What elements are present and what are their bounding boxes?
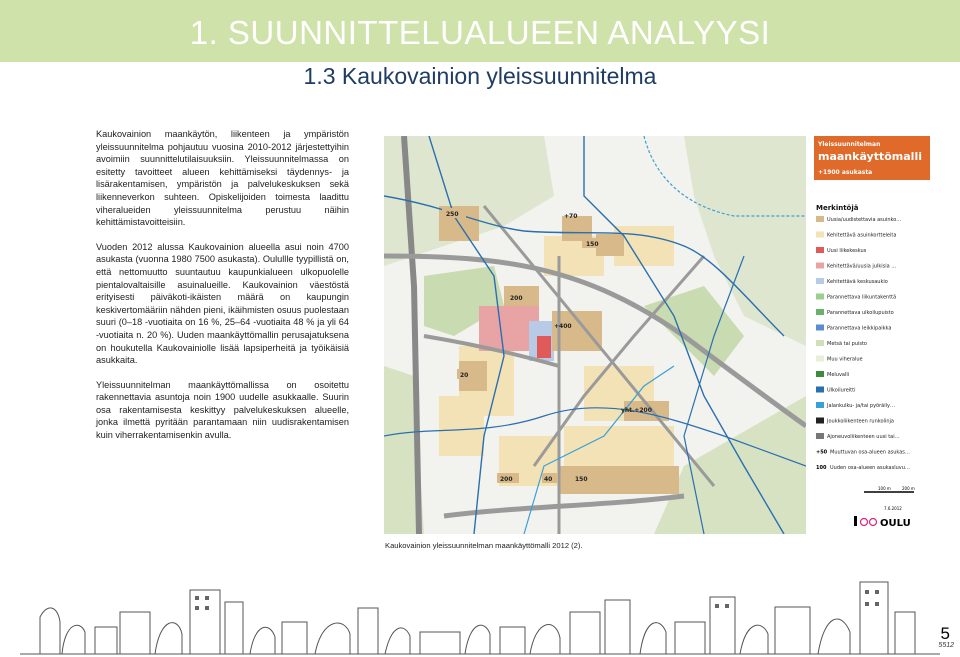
legend-marker-100: 100: [816, 465, 827, 471]
legend-swatch: [816, 340, 824, 346]
paragraph-2: Vuoden 2012 alussa Kaukovainion alueella asui noin 4700 asukasta (vuonna 1980 7500 asukasta). Oulullle tyypillistä on, että nettomuutto suuntautuu kaupunkialueen ulkopuolelle pientalovaltaisille asuinalueille. Kaukovainion väestöstä erityisesti päiväkoti-ikäisten määrä on kaupungin keskivertomääriin nähden pieni, ikäihmisten osuus puolestaan suuri (0–18 -vuotiaita on 16 %, 25–64 -vuotiaita 48 % ja yli 64 -vuotiaita n. 20 %). Uuden maankäyttömallin perusajatuksena on houkutella Kaukovainiolle lisää lapsiperheitä ja työikäisiä asukkaita.: [96, 241, 349, 366]
map-label-20: 20: [460, 372, 469, 379]
legend-item-label: Parannettava leikkipaikka: [827, 325, 892, 332]
map-label-40: 40: [544, 476, 553, 483]
legend-swatch: [816, 232, 824, 238]
legend-swatch: [816, 325, 824, 331]
slide-subtitle: 1.3 Kaukovainion yleissuunnitelma: [303, 63, 657, 89]
legend-item-label: Jalankulku- ja/tai pyöräily…: [827, 403, 895, 409]
legend-item-label: Muuttuvan osa-alueen asukas…: [830, 449, 910, 456]
legend-date: 7.6.2012: [884, 506, 902, 511]
oulu-logo: [854, 516, 911, 529]
legend-scale: [864, 486, 915, 492]
skyline-sketch: [0, 572, 960, 657]
legend-item-label: Muu viheralue: [827, 356, 863, 363]
map-caption: Kaukovainion yleissuunnitelman maankäyttömalli 2012 (2).: [385, 541, 583, 550]
page-number: 5: [940, 624, 950, 643]
paragraph-3: Yleissuunnitelman maankäyttömallissa on osoitettu rakennettavia asuntoja noin 1900 uudelle asukkaalle. Suurin osa rakentamisesta keskittyy palvelukeskuksen alueelle, jonka ilmettä pyritään parantamaan niin uudisrakentamisen kuin viherrakentamisenkin avulla.: [96, 379, 349, 441]
legend-header-1: Yleissuunnitelman: [818, 141, 881, 148]
legend-item-label: Uuden osa-alueen asukasluvu…: [830, 465, 910, 471]
legend-swatch: [816, 387, 824, 393]
scale-label-200: 200 m: [902, 486, 915, 491]
paragraph-1: Kaukovainion maankäytön, liikenteen ja ympäristön yleissuunnitelma pohjautuu vuosina 2010-2012 järjestettyihin avoimiin suunnittelutilaisuuksiin. Yleissuunnitelmassa on esitetty tavoitteet alueen kehittämiseksi täydennys- ja lisärakentamisen, ympäristön ja palvelukeskuksen sekä liikenneverkon suhteen. Opiskelijoiden toimesta laadittu viheralueiden yleissuunnitelma perustuu näihin kehittämistavoitteisiin.: [96, 129, 349, 228]
oulu-logo-text: OULU: [880, 518, 911, 529]
legend-item-label: Meluvalli: [827, 372, 850, 378]
legend-item-label: Parannettava ulkoilupuisto: [827, 310, 894, 316]
slide-title: 1. SUUNNITTELUALUEEN ANALYYSI: [189, 14, 771, 51]
legend-swatch: [816, 294, 824, 300]
legend-item-label: Kehitettävä keskusaukio: [827, 279, 888, 285]
legend-item-label: Uusi liikekeskus: [827, 248, 867, 254]
map-label-150b: 150: [575, 476, 588, 483]
legend-item-label: Metsä tai puisto: [827, 341, 867, 347]
legend-swatch: [816, 356, 824, 362]
signature: 5512: [938, 642, 954, 649]
legend-title: Merkintöjä: [816, 204, 859, 212]
legend-item-label: Kehitettävä asuinkortteleita: [827, 232, 897, 239]
land-use-map: [384, 136, 806, 534]
legend-item-label: Joukkoliikenteen runkolinja: [827, 418, 894, 425]
map-label-200b: 200: [500, 476, 513, 483]
legend-swatch: [816, 247, 824, 253]
map-label-250: 250: [446, 211, 459, 218]
map-label-200a: 200: [510, 295, 523, 302]
legend-swatch: [816, 309, 824, 315]
body-text: [96, 128, 349, 454]
legend-item-label: Uusia/uudistettavia asuinko…: [827, 217, 902, 223]
legend-item-label: Parannettava liikuntakenttä: [827, 294, 897, 301]
map-label-yht-plus200: yht.+200: [621, 407, 652, 414]
legend-item-label: Ajoneuvoliikenteen uusi tai…: [827, 434, 900, 440]
legend-items: [816, 216, 910, 471]
legend-swatch: [816, 418, 824, 424]
map-label-150a: 150: [586, 241, 599, 248]
legend-header-2: maankäyttömalli: [818, 150, 922, 163]
legend-swatch: [816, 402, 824, 408]
legend-swatch: [816, 371, 824, 377]
legend-swatch: [816, 263, 824, 269]
legend-swatch: [816, 216, 824, 222]
map-legend: [814, 136, 930, 534]
map-label-plus400: +400: [554, 323, 572, 330]
legend-swatch: [816, 433, 824, 439]
legend-header-3: +1900 asukasta: [818, 169, 873, 176]
legend-marker-plus50: +50: [816, 449, 828, 456]
legend-item-label: Kehitettävä/uusia julkisia …: [827, 263, 897, 270]
legend-swatch: [816, 278, 824, 284]
legend-item-label: Ulkoilureitti: [827, 387, 856, 394]
scale-label-100: 100 m: [878, 486, 891, 491]
map-label-plus70: +70: [564, 213, 578, 220]
